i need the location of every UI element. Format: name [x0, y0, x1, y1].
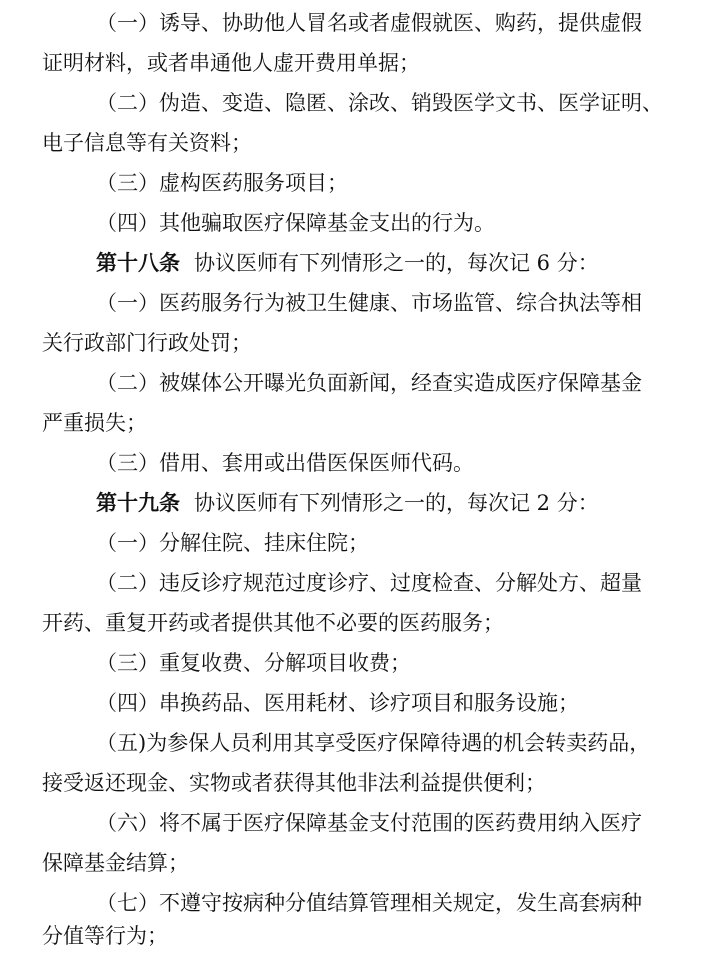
- paragraph-line: [0, 843, 712, 883]
- line-text: （三）重复收费、分解项目收费；: [96, 651, 411, 675]
- paragraph-line: [0, 523, 712, 563]
- line-text: （五)为参保人员利用其享受医疗保障待遇的机会转卖药品，: [96, 731, 651, 755]
- article-19-heading: [0, 483, 712, 523]
- line-text: （二）伪造、变造、隐匿、涂改、销毁医学文书、医学证明、: [96, 91, 663, 115]
- paragraph-line: [0, 643, 712, 683]
- paragraph-line: [0, 916, 712, 956]
- line-text: （三）虚构医药服务项目；: [96, 171, 348, 195]
- paragraph-line: [0, 83, 712, 123]
- paragraph-line: [0, 3, 712, 43]
- paragraph-line: [0, 43, 712, 83]
- paragraph-line: [0, 443, 712, 483]
- line-text: （二）被媒体公开曝光负面新闻，经查实造成医疗保障基金: [96, 371, 642, 395]
- article-number: 第十八条: [96, 251, 180, 275]
- article-18-heading: [0, 243, 712, 283]
- paragraph-line: [0, 123, 712, 163]
- line-text: 协议医师有下列情形之一的，每次记 2 分：: [194, 491, 599, 515]
- paragraph-line: [0, 283, 712, 323]
- paragraph-line: [0, 683, 712, 723]
- line-text: 电子信息等有关资料；: [42, 131, 252, 155]
- paragraph-line: [0, 203, 712, 243]
- line-text: 开药、重复开药或者提供其他不必要的医药服务；: [42, 611, 504, 635]
- line-text: （六）将不属于医疗保障基金支付范围的医药费用纳入医疗: [96, 811, 642, 835]
- line-text: （一）诱导、协助他人冒名或者虚假就医、购药，提供虚假: [96, 11, 642, 35]
- line-text: （一）分解住院、挂床住院；: [96, 531, 369, 555]
- line-text: 证明材料，或者串通他人虚开费用单据；: [42, 51, 420, 75]
- line-text: （七）不遵守按病种分值结算管理相关规定，发生高套病种: [96, 891, 642, 915]
- paragraph-line: [0, 763, 712, 803]
- line-text: （四）串换药品、医用耗材、诊疗项目和服务设施；: [96, 691, 579, 715]
- paragraph-line: [0, 803, 712, 843]
- paragraph-line: [0, 403, 712, 443]
- paragraph-line: [0, 723, 712, 763]
- paragraph-line: [0, 163, 712, 203]
- line-text: 接受返还现金、实物或者获得其他非法利益提供便利；: [42, 771, 546, 795]
- line-text: 保障基金结算；: [42, 851, 189, 875]
- line-text: （一）医药服务行为被卫生健康、市场监管、综合执法等相: [96, 291, 642, 315]
- line-text: 协议医师有下列情形之一的，每次记 6 分：: [194, 251, 599, 275]
- paragraph-line: [0, 323, 712, 363]
- line-text: （二）违反诊疗规范过度诊疗、过度检查、分解处方、超量: [96, 571, 642, 595]
- paragraph-line: [0, 363, 712, 403]
- line-text: （四）其他骗取医疗保障基金支出的行为。: [96, 211, 495, 235]
- line-text: 关行政部门行政处罚；: [42, 331, 252, 355]
- paragraph-line: [0, 563, 712, 603]
- line-text: 严重损失；: [42, 411, 147, 435]
- paragraph-line: [0, 603, 712, 643]
- line-text: 分值等行为；: [42, 924, 168, 948]
- line-text: （三）借用、套用或出借医保医师代码。: [96, 451, 474, 475]
- article-number: 第十九条: [96, 491, 180, 515]
